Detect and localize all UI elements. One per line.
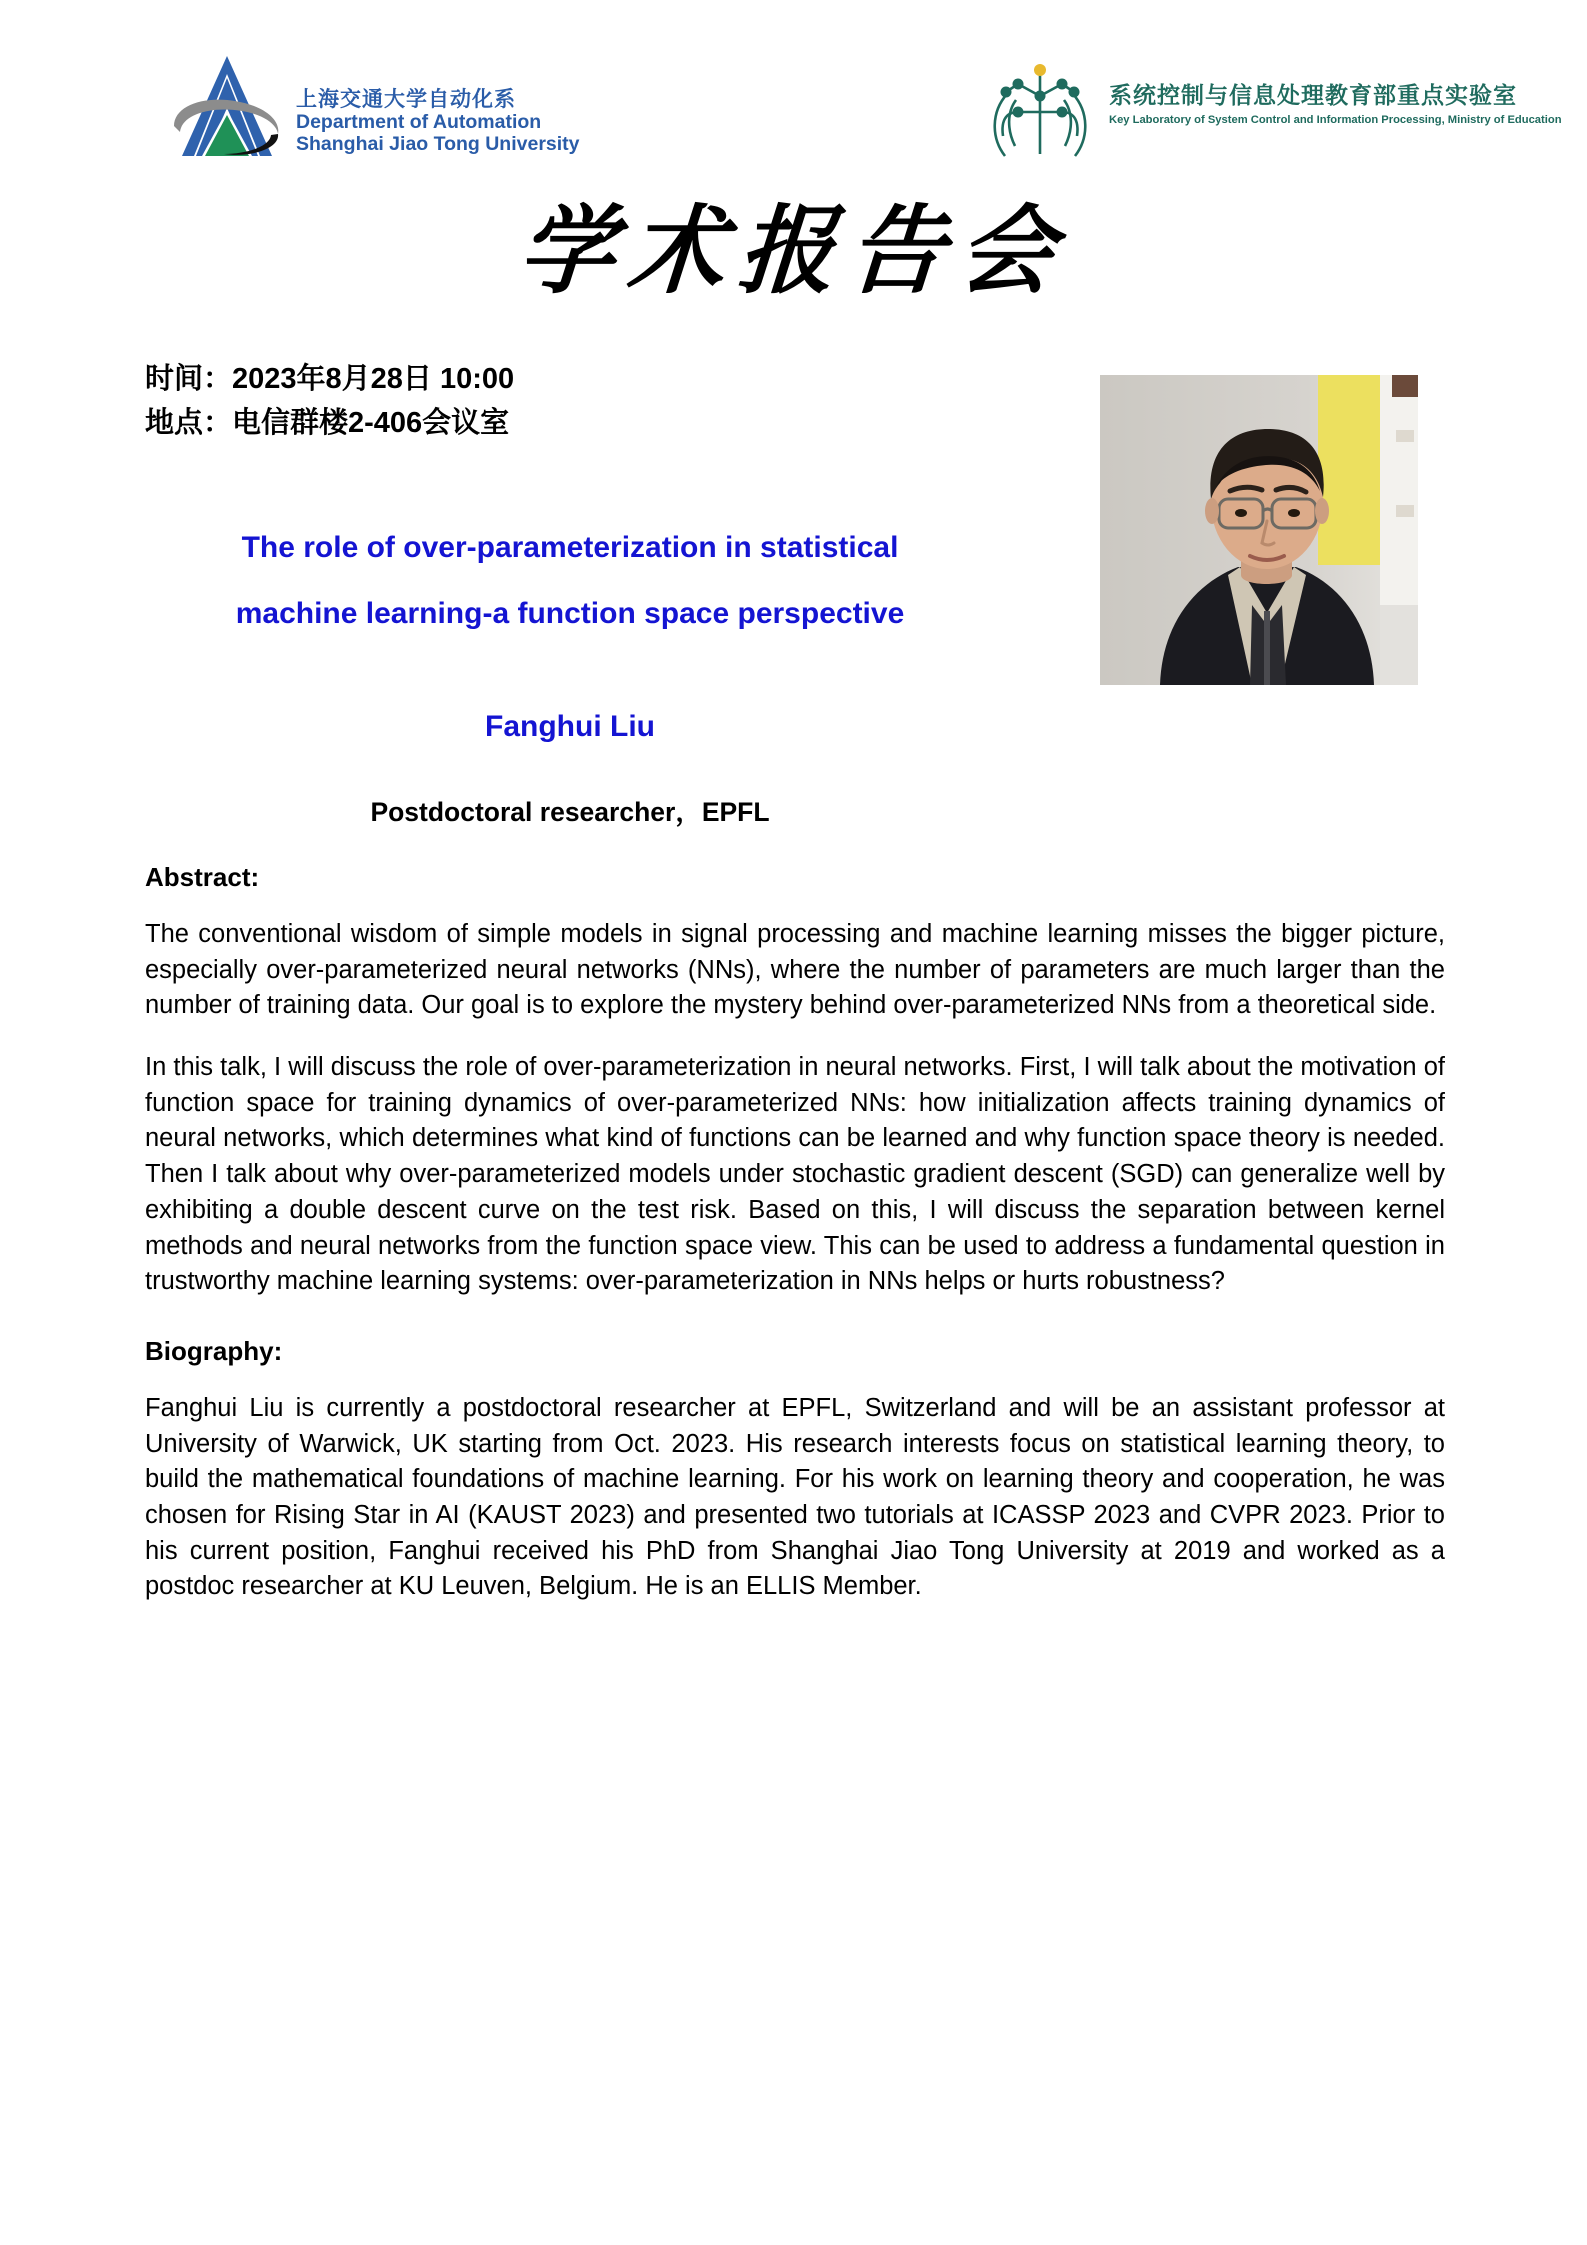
sjtu-pyramid-logo-icon (168, 52, 286, 160)
biography-heading: Biography: (145, 1335, 283, 1366)
page-title: 学术报告会 (514, 194, 1073, 307)
speaker-photo (1100, 375, 1418, 685)
talk-title (120, 515, 1020, 647)
key-lab-gear-circuit-logo-icon (985, 50, 1095, 160)
event-time-label: 时间： (145, 363, 233, 395)
event-meta (145, 358, 514, 445)
sjtu-logo-block (168, 52, 580, 160)
event-location-row (145, 402, 514, 446)
speaker-affiliation: Postdoctoral researcher，EPFL (370, 797, 770, 827)
speaker-name: Fanghui Liu (485, 710, 655, 743)
abstract-paragraph-2: In this talk, I will discuss the role of over-parameterization in neural networks. First, I will talk about the motivation of function space for training dynamics of over-parameterized NNs: how initialization affects training dynamics of neural networks, which determines what kind of functions can be learned and why function space theory is needed. Then I talk about why over-parameterized models under stochastic gradient descent (SGD) can generalize well by exhibiting a double descent curve on the test risk. Based on this, I will discuss the separation between kernel methods and neural networks from the function space view. This can be used to address a fundamental question in trustworthy machine learning systems: over-parameterization in NNs helps or hurts robustness? (145, 1053, 1445, 1296)
abstract-paragraph-1: The conventional wisdom of simple models in signal processing and machine learning misses the bigger picture, especially over-parameterized neural networks (NNs), where the number of parameters are much larger than the number of training data. Our goal is to explore the mystery behind over-parameterized NNs from a theoretical side. (145, 920, 1445, 1020)
key-lab-logo-block (985, 50, 1562, 160)
talk-title-line-1: The role of over-parameterization in statistical (241, 531, 899, 564)
body-content (145, 862, 1445, 1605)
key-lab-chinese-name: 系统控制与信息处理教育部重点实验室 (1109, 82, 1517, 109)
header-logos (0, 42, 1587, 162)
key-lab-logo-text (1109, 82, 1562, 127)
sjtu-english-line1: Department of Automation (296, 111, 542, 134)
key-lab-english-name: Key Laboratory of System Control and Information Processing, Ministry of Education (1109, 114, 1562, 127)
sjtu-chinese-name: 上海交通大学自动化系 (296, 88, 516, 112)
sjtu-logo-text (296, 88, 580, 160)
abstract-heading: Abstract: (145, 862, 260, 892)
talk-title-line-2: machine learning-a function space perspective (235, 597, 905, 630)
event-time-value: 2023年8月28日 10:00 (232, 363, 515, 395)
event-time-row (145, 358, 514, 402)
event-location-value: 电信群楼2-406会议室 (232, 406, 510, 439)
biography-paragraph-1: Fanghui Liu is currently a postdoctoral researcher at EPFL, Switzerland and will be an assistant professor at University of Warwick, UK starting from Oct. 2023. His research interests focus on statistical learning theory, to build the mathematical foundations of machine learning. For his work on learning theory and cooperation, he was chosen for Rising Star in AI (KAUST 2023) and presented two tutorials at ICASSP 2023 and CVPR 2023. Prior to his current position, Fanghui received his PhD from Shanghai Jiao Tong University at 2019 and worked as a postdoc researcher at KU Leuven, Belgium. He is an ELLIS Member. (145, 1393, 1445, 1601)
sjtu-english-line2: Shanghai Jiao Tong University (296, 133, 580, 156)
event-location-label: 地点： (145, 406, 233, 439)
